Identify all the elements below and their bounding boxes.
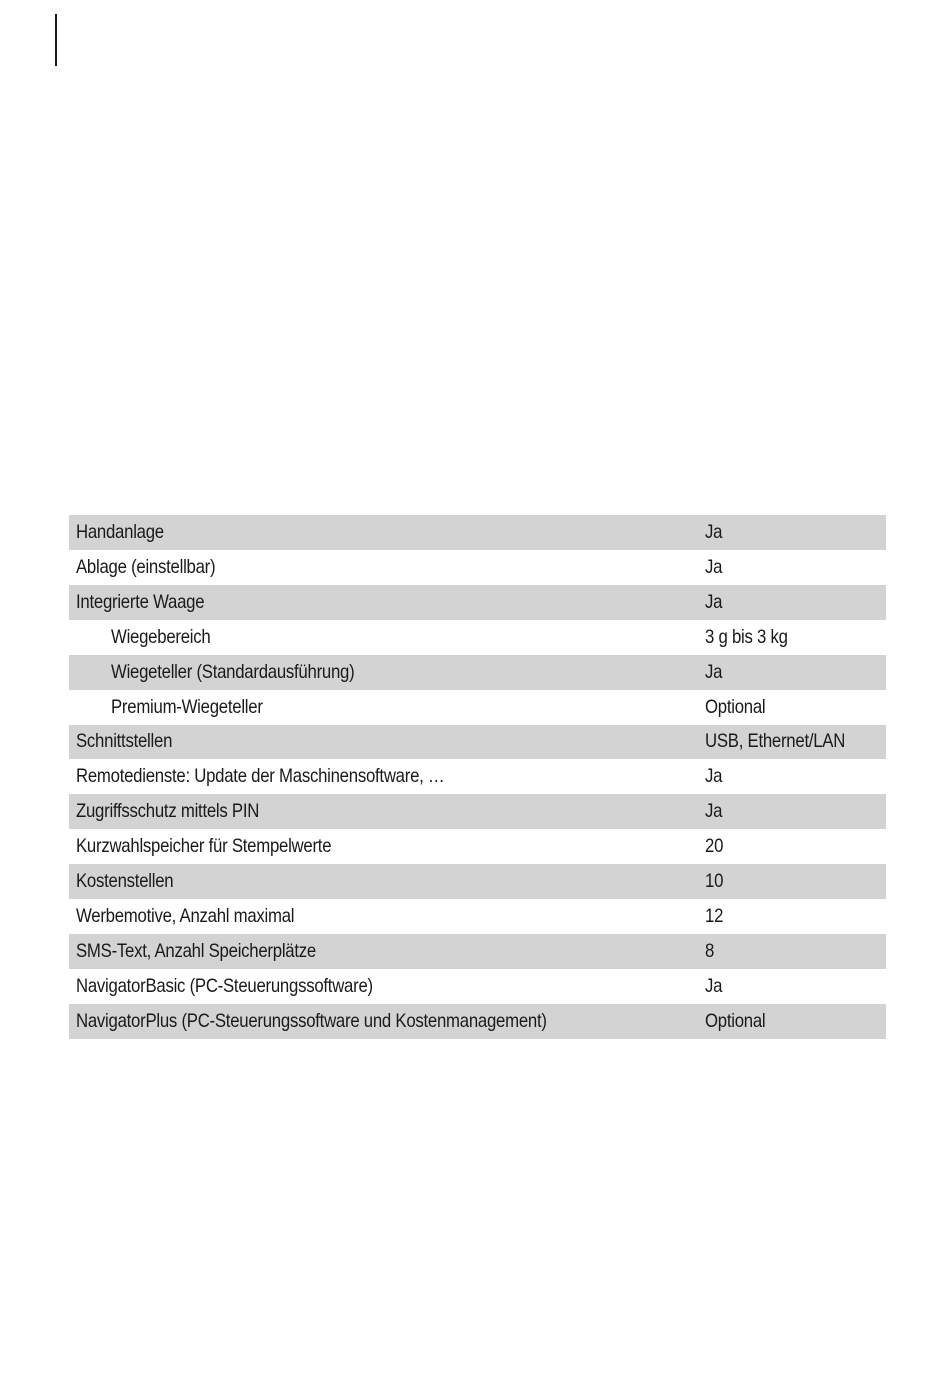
- table-row: [69, 725, 886, 760]
- table-row: [69, 550, 886, 585]
- table-row: [69, 829, 886, 864]
- row-value: 10: [705, 870, 724, 893]
- row-value: 20: [705, 835, 724, 858]
- row-label: NavigatorBasic (PC-Steuerungssoftware): [76, 974, 373, 997]
- specification-table: [69, 515, 886, 1039]
- row-label: NavigatorPlus (PC-Steuerungssoftware und Kostenmanagement): [76, 1009, 547, 1032]
- table-row: [69, 585, 886, 620]
- row-value: Ja: [705, 660, 723, 683]
- row-value: Ja: [705, 800, 723, 823]
- row-value: Ja: [705, 974, 723, 997]
- table-row: [69, 864, 886, 899]
- row-label: Handanlage: [76, 520, 164, 543]
- row-value: 3 g bis 3 kg: [705, 625, 788, 648]
- table-row: [69, 969, 886, 1004]
- table-row: [69, 690, 886, 725]
- row-label: Integrierte Waage: [76, 590, 205, 613]
- table-row: [69, 794, 886, 829]
- row-label: Schnittstellen: [76, 730, 173, 753]
- row-label: Wiegeteller (Standardausführung): [111, 660, 355, 683]
- row-value: 8: [705, 940, 715, 963]
- row-label: Wiegebereich: [111, 625, 211, 648]
- row-label: SMS-Text, Anzahl Speicherplätze: [76, 940, 316, 963]
- row-value: Ja: [705, 590, 723, 613]
- row-value: Optional: [705, 695, 766, 718]
- table-row: [69, 1004, 886, 1039]
- row-value: 12: [705, 905, 724, 928]
- row-label: Premium-Wiegeteller: [111, 695, 263, 718]
- table-row: [69, 899, 886, 934]
- row-label: Ablage (einstellbar): [76, 555, 216, 578]
- table-row: [69, 934, 886, 969]
- row-value: Ja: [705, 765, 723, 788]
- row-value: Ja: [705, 520, 723, 543]
- row-value: USB, Ethernet/LAN: [705, 730, 846, 753]
- table-row: [69, 620, 886, 655]
- row-label: Werbemotive, Anzahl maximal: [76, 905, 295, 928]
- row-value: Ja: [705, 555, 723, 578]
- row-label: Remotedienste: Update der Maschinensoftware, …: [76, 765, 445, 788]
- margin-marker-line: [55, 14, 57, 66]
- table-row: [69, 655, 886, 690]
- row-label: Kostenstellen: [76, 870, 174, 893]
- table-row: [69, 515, 886, 550]
- row-value: Optional: [705, 1009, 766, 1032]
- row-label: Zugriffsschutz mittels PIN: [76, 800, 260, 823]
- table-row: [69, 759, 886, 794]
- row-label: Kurzwahlspeicher für Stempelwerte: [76, 835, 332, 858]
